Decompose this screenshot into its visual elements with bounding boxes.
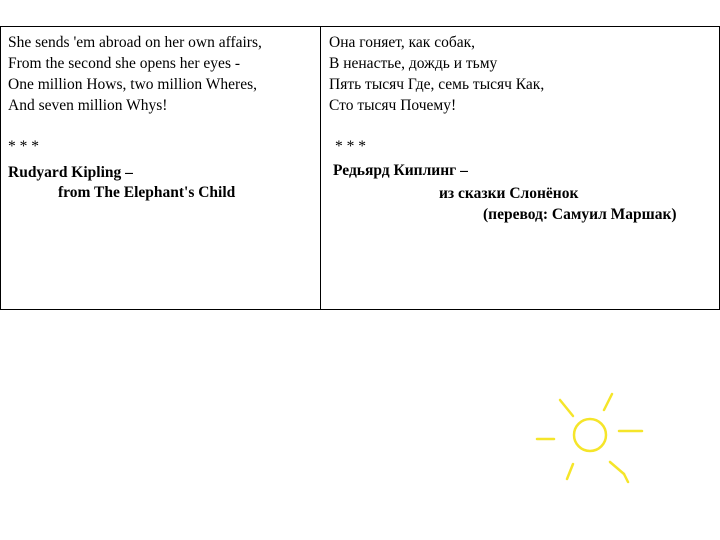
- russian-author: Редьярд Киплинг –: [333, 162, 468, 179]
- russian-line-1: Она гоняет, как собак,: [329, 34, 476, 51]
- english-source: from The Elephant's Child: [58, 184, 236, 201]
- english-column: [1, 27, 321, 309]
- russian-separator: * * *: [335, 138, 366, 155]
- russian-translator: (перевод: Самуил Маршак): [483, 206, 677, 223]
- english-line-4: And seven million Whys!: [8, 97, 168, 114]
- sun-icon: [530, 386, 650, 486]
- english-line-1: She sends 'em abroad on her own affairs,: [8, 34, 262, 51]
- russian-line-3: Пять тысяч Где, семь тысяч Как,: [329, 76, 545, 93]
- english-line-2: From the second she opens her eyes -: [8, 55, 241, 72]
- english-author: Rudyard Kipling –: [8, 164, 133, 181]
- english-separator: * * *: [8, 138, 39, 155]
- russian-line-4: Сто тысяч Почему!: [329, 97, 457, 114]
- russian-column: [321, 27, 719, 309]
- russian-line-2: В ненастье, дождь и тьму: [329, 55, 498, 72]
- russian-source: из сказки Слонёнок: [439, 185, 579, 202]
- english-line-3: One million Hows, two million Wheres,: [8, 76, 257, 93]
- poem-table: [0, 26, 720, 310]
